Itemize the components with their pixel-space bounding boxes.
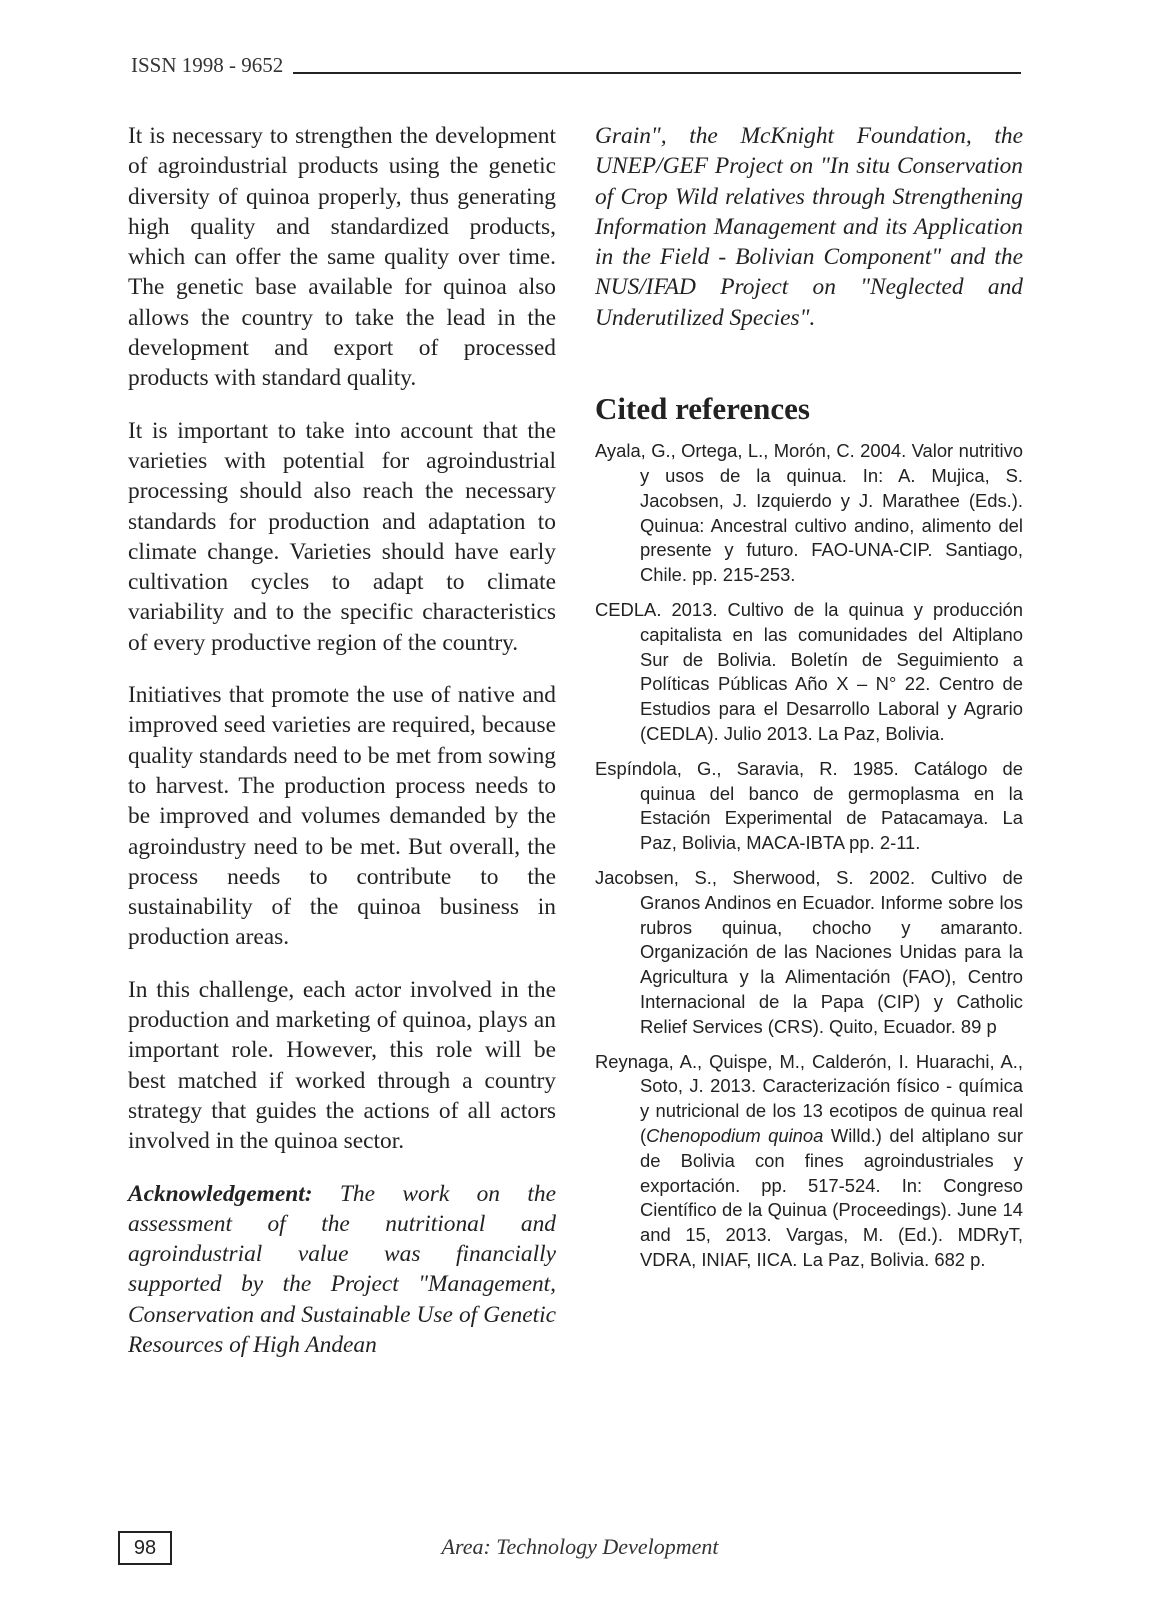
acknowledgement-label: Acknowledgement: [128, 1180, 313, 1207]
references-heading: Cited references [595, 391, 810, 427]
reference-item [595, 1050, 1023, 1273]
right-column [595, 121, 1023, 1283]
reference-text: Reynaga, A., Quispe, M., Calderón, I. Huarachi, A., Soto, J. 2013. Caracterización físico - química y nutricional de los 13 ecotipos de quinua real ( [595, 1050, 1023, 1146]
acknowledgement-text: The work on the assessment of the nutritional and agroindustrial value was financially supported by the Project "Management, Conservation and Sustainable Use of Genetic Resources of High Andean [128, 1180, 556, 1358]
body-paragraph: Initiatives that promote the use of native and improved seed varieties are required, because quality standards need to be met from sowing to harvest. The production process needs to be improved and volumes demanded by the agroindustry need to be met. But overall, the process needs to contribute to the sustainability of the quinoa business in production areas. [128, 682, 556, 951]
issn-label: ISSN 1998 - 9652 [131, 53, 284, 77]
page-header [131, 55, 1021, 76]
body-paragraph: In this challenge, each actor involved in the production and marketing of quinoa, plays an important role. However, this role will be best matched if worked through a country strategy that guides the actions of all actors involved in the quinoa sector. [128, 976, 556, 1155]
acknowledgement [128, 1179, 556, 1361]
body-paragraph: It is necessary to strengthen the development of agroindustrial products using the genetic diversity of quinoa properly, thus generating high quality and standardized products, which can offer the same quality over time. The genetic base available for quinoa also allows the country to take the lead in the development and export of processed products with standard quality. [128, 123, 556, 392]
left-column [128, 121, 556, 1382]
reference-item: Ayala, G., Ortega, L., Morón, C. 2004. Valor nutritivo y usos de la quinua. In: A. Mujica, S. Jacobsen, J. Izquierdo y J. Marathee (Eds.). Quinua: Ancestral cultivo andino, alimento del presente y futuro. FAO-UNA-CIP. Santiago, Chile. pp. 215-253. [595, 440, 1023, 586]
acknowledgement-continued: Grain", the McKnight Foundation, the UNEP/GEF Project on "In situ Conservation of Crop Wild relatives through Strengthening Information Management and its Application in the Field - Bolivian Component" and the NUS/IFAD Project on "Neglected and Underutilized Species". [595, 123, 1023, 331]
header-rule [293, 72, 1021, 74]
body-paragraph: It is important to take into account that the varieties with potential for agroindustrial processing should also reach the necessary standards for production and adaptation to climate change. Varieties should have early cultivation cycles to adapt to climate variability and to the specific characteristics of every productive region of the country. [128, 417, 556, 656]
reference-text: Willd.) del altiplano sur de Bolivia con fines agroindustriales y exportación. pp. 517-524. In: Congreso Científico de la Quinua (Proceedings). June 14 and 15, 2013. Vargas, M. (Ed.). MDRyT, VDRA, INIAF, IICA. La Paz, Bolivia. 682 p. [640, 1124, 1023, 1270]
footer-area-label: Area: Technology Development [441, 1534, 719, 1559]
reference-item: Espíndola, G., Saravia, R. 1985. Catálogo de quinua del banco de germoplasma en la Estación Experimental de Patacamaya. La Paz, Bolivia, MACA-IBTA pp. 2-11. [595, 757, 1023, 854]
page-number: 98 [118, 1531, 172, 1565]
reference-item: CEDLA. 2013. Cultivo de la quinua y producción capitalista en las comunidades del Altiplano Sur de Bolivia. Boletín de Seguimiento a Políticas Públicas Año X – N° 22. Centro de Estudios para el Desarrollo Laboral y Agrario (CEDLA). Julio 2013. La Paz, Bolivia. [595, 599, 1023, 745]
reference-item: Jacobsen, S., Sherwood, S. 2002. Cultivo de Granos Andinos en Ecuador. Informe sobre los rubros quinua, chocho y amaranto. Organización de las Naciones Unidas para la Agricultura y la Alimentación (FAO), Centro Internacional de la Papa (CIP) y Catholic Relief Services (CRS). Quito, Ecuador. 89 p [595, 867, 1023, 1037]
species-name: Chenopodium quinoa [646, 1124, 824, 1146]
